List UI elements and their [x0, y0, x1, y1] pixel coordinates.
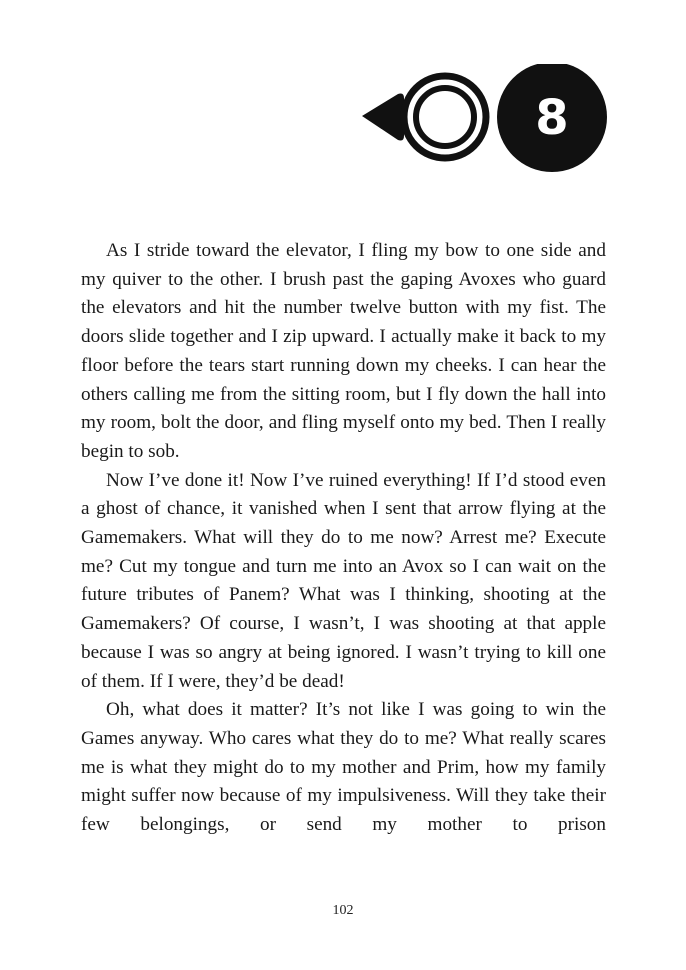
arrow-left-triangle-icon [362, 94, 404, 141]
page-number: 102 [332, 903, 354, 918]
chapter-number: 8 [535, 90, 569, 146]
paragraph: Oh, what does it matter? It’s not like I was going to win the Games anyway. Who cares what they do to me? What really scares me is what they might do to my mother and Prim, how my family might suffer now because of my impulsiveness. Will they take their few belongings, or send my mother to prison [81, 699, 606, 836]
filled-circle-number-icon [497, 64, 607, 172]
paragraph: Now I’ve done it! Now I’ve ruined everything! If I’d stood even a ghost of chance, it vanished when I sent that arrow flying at the Gamemakers. What will they do to me now? Arrest me? Execute me? Cut my tongue and turn me into an Avox so I can wait on the future tributes of Panem? What was I thinking, shooting at the Gamemakers? Of course, I wasn’t, I was shooting at that apple because I was so angry at being ignored. I wasn’t trying to kill one of them. If I were, they’d be dead! [81, 469, 606, 692]
chapter-emblem [360, 64, 610, 172]
body-text [81, 237, 606, 840]
paragraph: As I stride toward the elevator, I fling my bow to one side and my quiver to the other. I brush past the gaping Avoxes who guard the elevators and hit the number twelve button with my fist. The doors slide together and I zip upward. I actually make it back to my floor before the tears start running down my cheeks. I can hear the others calling me from the sitting room, but I fly down the hall into my room, bolt the door, and fling myself onto my bed. Then I really begin to sob. [81, 240, 606, 462]
concentric-rings-icon [404, 76, 486, 158]
